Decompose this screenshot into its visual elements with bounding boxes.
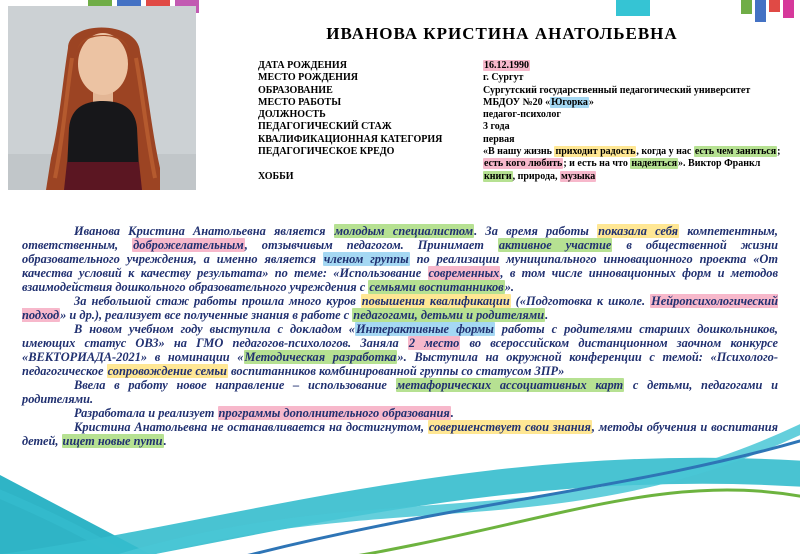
text-segment: . — [450, 406, 454, 420]
body-paragraph — [22, 406, 778, 420]
info-label: МЕСТО РОЖДЕНИЯ — [258, 72, 358, 84]
text-segment: В новом учебном году выступила с докладом « — [74, 322, 356, 336]
info-label: КВАЛИФИКАЦИОННАЯ КАТЕГОРИЯ — [258, 133, 443, 145]
text-segment: , методы обучения и воспитания детей, — [22, 420, 778, 448]
text-segment: ». — [504, 280, 515, 294]
text-segment: компетентным, ответственным, — [22, 224, 779, 252]
info-label: ПЕДАГОГИЧЕСКИЙ СТАЖ — [258, 121, 392, 133]
text-segment: 3 года — [483, 121, 510, 133]
text-segment: «В нашу жизнь — [483, 146, 555, 158]
highlighted-text: 16.12.1990 — [484, 60, 529, 71]
body-paragraph — [22, 294, 778, 322]
highlighted-text: 2 место — [408, 336, 460, 350]
text-segment: первая — [483, 133, 515, 145]
highlighted-text: есть кого любить — [484, 158, 563, 170]
text-segment: , в том числе инновационных форм и методов взаимодействия дошкольного образовательного учреждения с — [22, 266, 778, 294]
info-value — [483, 97, 796, 109]
info-value — [483, 146, 796, 171]
text-segment: МБДОУ №20 « — [483, 96, 551, 108]
info-value — [483, 109, 796, 121]
deco-color-bar — [741, 0, 752, 14]
text-segment: ». Виктор Франкл — [678, 158, 761, 170]
info-row — [258, 134, 796, 146]
highlighted-text: Югорка — [551, 96, 588, 108]
highlighted-text: метафорических ассоциативных карт — [396, 378, 624, 392]
info-value — [483, 121, 796, 133]
info-row — [258, 72, 796, 84]
text-segment: » и др.), реализует все полученные знания в работе с — [60, 308, 353, 322]
info-value — [483, 171, 796, 183]
info-row — [258, 146, 796, 171]
info-label: ХОББИ — [258, 170, 294, 182]
highlighted-text: программы дополнительного образования — [218, 406, 450, 420]
highlighted-text: активное участие — [498, 238, 612, 252]
text-segment: по реализации муниципального инновационного проекта «От качества условий к качеству результата» по теме: «Использование — [22, 252, 778, 280]
highlighted-text: доброжелательным — [133, 238, 244, 252]
highlighted-text: педагогами, детьми и родителями — [353, 308, 545, 322]
text-segment: Ввела в работу новое направление – использование — [74, 378, 396, 392]
info-row — [258, 121, 796, 133]
portrait-photo — [8, 6, 196, 190]
highlighted-text: современных — [428, 266, 500, 280]
deco-color-bar — [755, 0, 766, 22]
highlighted-text: ищет новые пути — [62, 434, 163, 448]
profile-text — [22, 224, 778, 448]
highlighted-text: Нейропсихологический подход — [22, 294, 778, 322]
deco-cyan-tab — [616, 0, 650, 16]
body-paragraph — [22, 322, 778, 378]
info-label: МЕСТО РАБОТЫ — [258, 96, 342, 108]
text-segment: ». Выступила на окружной конференции с темой: «Психолого-педагогическое — [22, 350, 778, 378]
info-label: ДАТА РОЖДЕНИЯ — [258, 60, 347, 71]
info-value — [483, 60, 796, 72]
highlighted-text: молодым специалистом — [334, 224, 474, 238]
text-segment: воспитанников комбинированной группы со статусом ЗПР» — [227, 364, 565, 378]
text-segment: , когда у нас — [636, 146, 694, 158]
highlighted-text: Интерактивные формы — [356, 322, 494, 336]
highlighted-text: показала себя — [598, 224, 679, 238]
info-row — [258, 85, 796, 97]
info-value — [483, 72, 796, 84]
highlighted-text: приходит радость — [555, 146, 636, 158]
body-paragraph — [22, 224, 778, 294]
text-segment: педагог-психолог — [483, 109, 561, 121]
text-segment: г. Сургут — [483, 72, 524, 84]
text-segment: . За время работы — [474, 224, 598, 238]
highlighted-text: сопровождение семьи — [107, 364, 227, 378]
highlighted-text: надеяться — [631, 158, 678, 170]
text-segment: Сургутский государственный педагогический университет — [483, 84, 751, 96]
info-table — [258, 60, 796, 183]
info-value — [483, 85, 796, 97]
text-segment: ; — [777, 146, 781, 158]
highlighted-text: семьями воспитанников — [369, 280, 504, 294]
info-row — [258, 109, 796, 121]
highlighted-text: повышения квалификации — [361, 294, 510, 308]
text-segment: Разработала и реализует — [74, 406, 218, 420]
body-paragraph — [22, 378, 778, 406]
info-value — [483, 134, 796, 146]
highlighted-text: есть чем заняться — [694, 146, 777, 158]
portrait-illustration — [8, 6, 196, 190]
text-segment: , природа, — [512, 170, 561, 182]
body-paragraph — [22, 420, 778, 448]
info-row — [258, 60, 796, 72]
text-segment: » — [588, 96, 594, 108]
text-segment: («Подготовка к школе. — [510, 294, 651, 308]
info-label: ДОЛЖНОСТЬ — [258, 109, 326, 121]
text-segment: . — [163, 434, 167, 448]
highlighted-text: совершенствует свои знания — [428, 420, 591, 434]
text-segment: . — [545, 308, 549, 322]
text-segment: в общественной жизни образовательного учреждения, а именно является — [22, 238, 778, 266]
text-segment: во всероссийском дистанционном заочном конкурсе «ВЕКТОРИАДА-2021» в номинации « — [22, 336, 778, 364]
deco-color-bar — [783, 0, 794, 18]
text-segment: Кристина Анатольевна не останавливается на достигнутом, — [74, 420, 428, 434]
deco-color-bar — [769, 0, 780, 12]
info-row — [258, 171, 796, 183]
text-segment: За небольшой стаж работы прошла много куров — [74, 294, 361, 308]
page-title: ИВАНОВА КРИСТИНА АНАТОЛЬЕВНА — [326, 24, 678, 43]
info-row — [258, 97, 796, 109]
info-label: ОБРАЗОВАНИЕ — [258, 84, 333, 96]
teal-wedge — [0, 475, 150, 554]
info-label: ПЕДАГОГИЧЕСКОЕ КРЕДО — [258, 146, 395, 158]
highlighted-text: книги — [484, 170, 512, 182]
highlighted-text: Методическая разработка — [244, 350, 397, 364]
text-segment: Иванова Кристина Анатольевна является — [74, 224, 334, 238]
text-segment: с детьми, педагогами и родителями. — [22, 378, 778, 406]
text-segment: работы с родителями старших дошкольников, имеющих статус ОВЗ» на ГМО педагогов-психологов. Заняла — [22, 322, 778, 350]
text-segment: ; и есть на что — [563, 158, 631, 170]
deco-top-right-bars — [741, 0, 794, 22]
highlighted-text: музыка — [561, 170, 596, 182]
text-segment: , отзывчивым педагогом. Принимает — [244, 238, 498, 252]
highlighted-text: членом группы — [323, 252, 409, 266]
